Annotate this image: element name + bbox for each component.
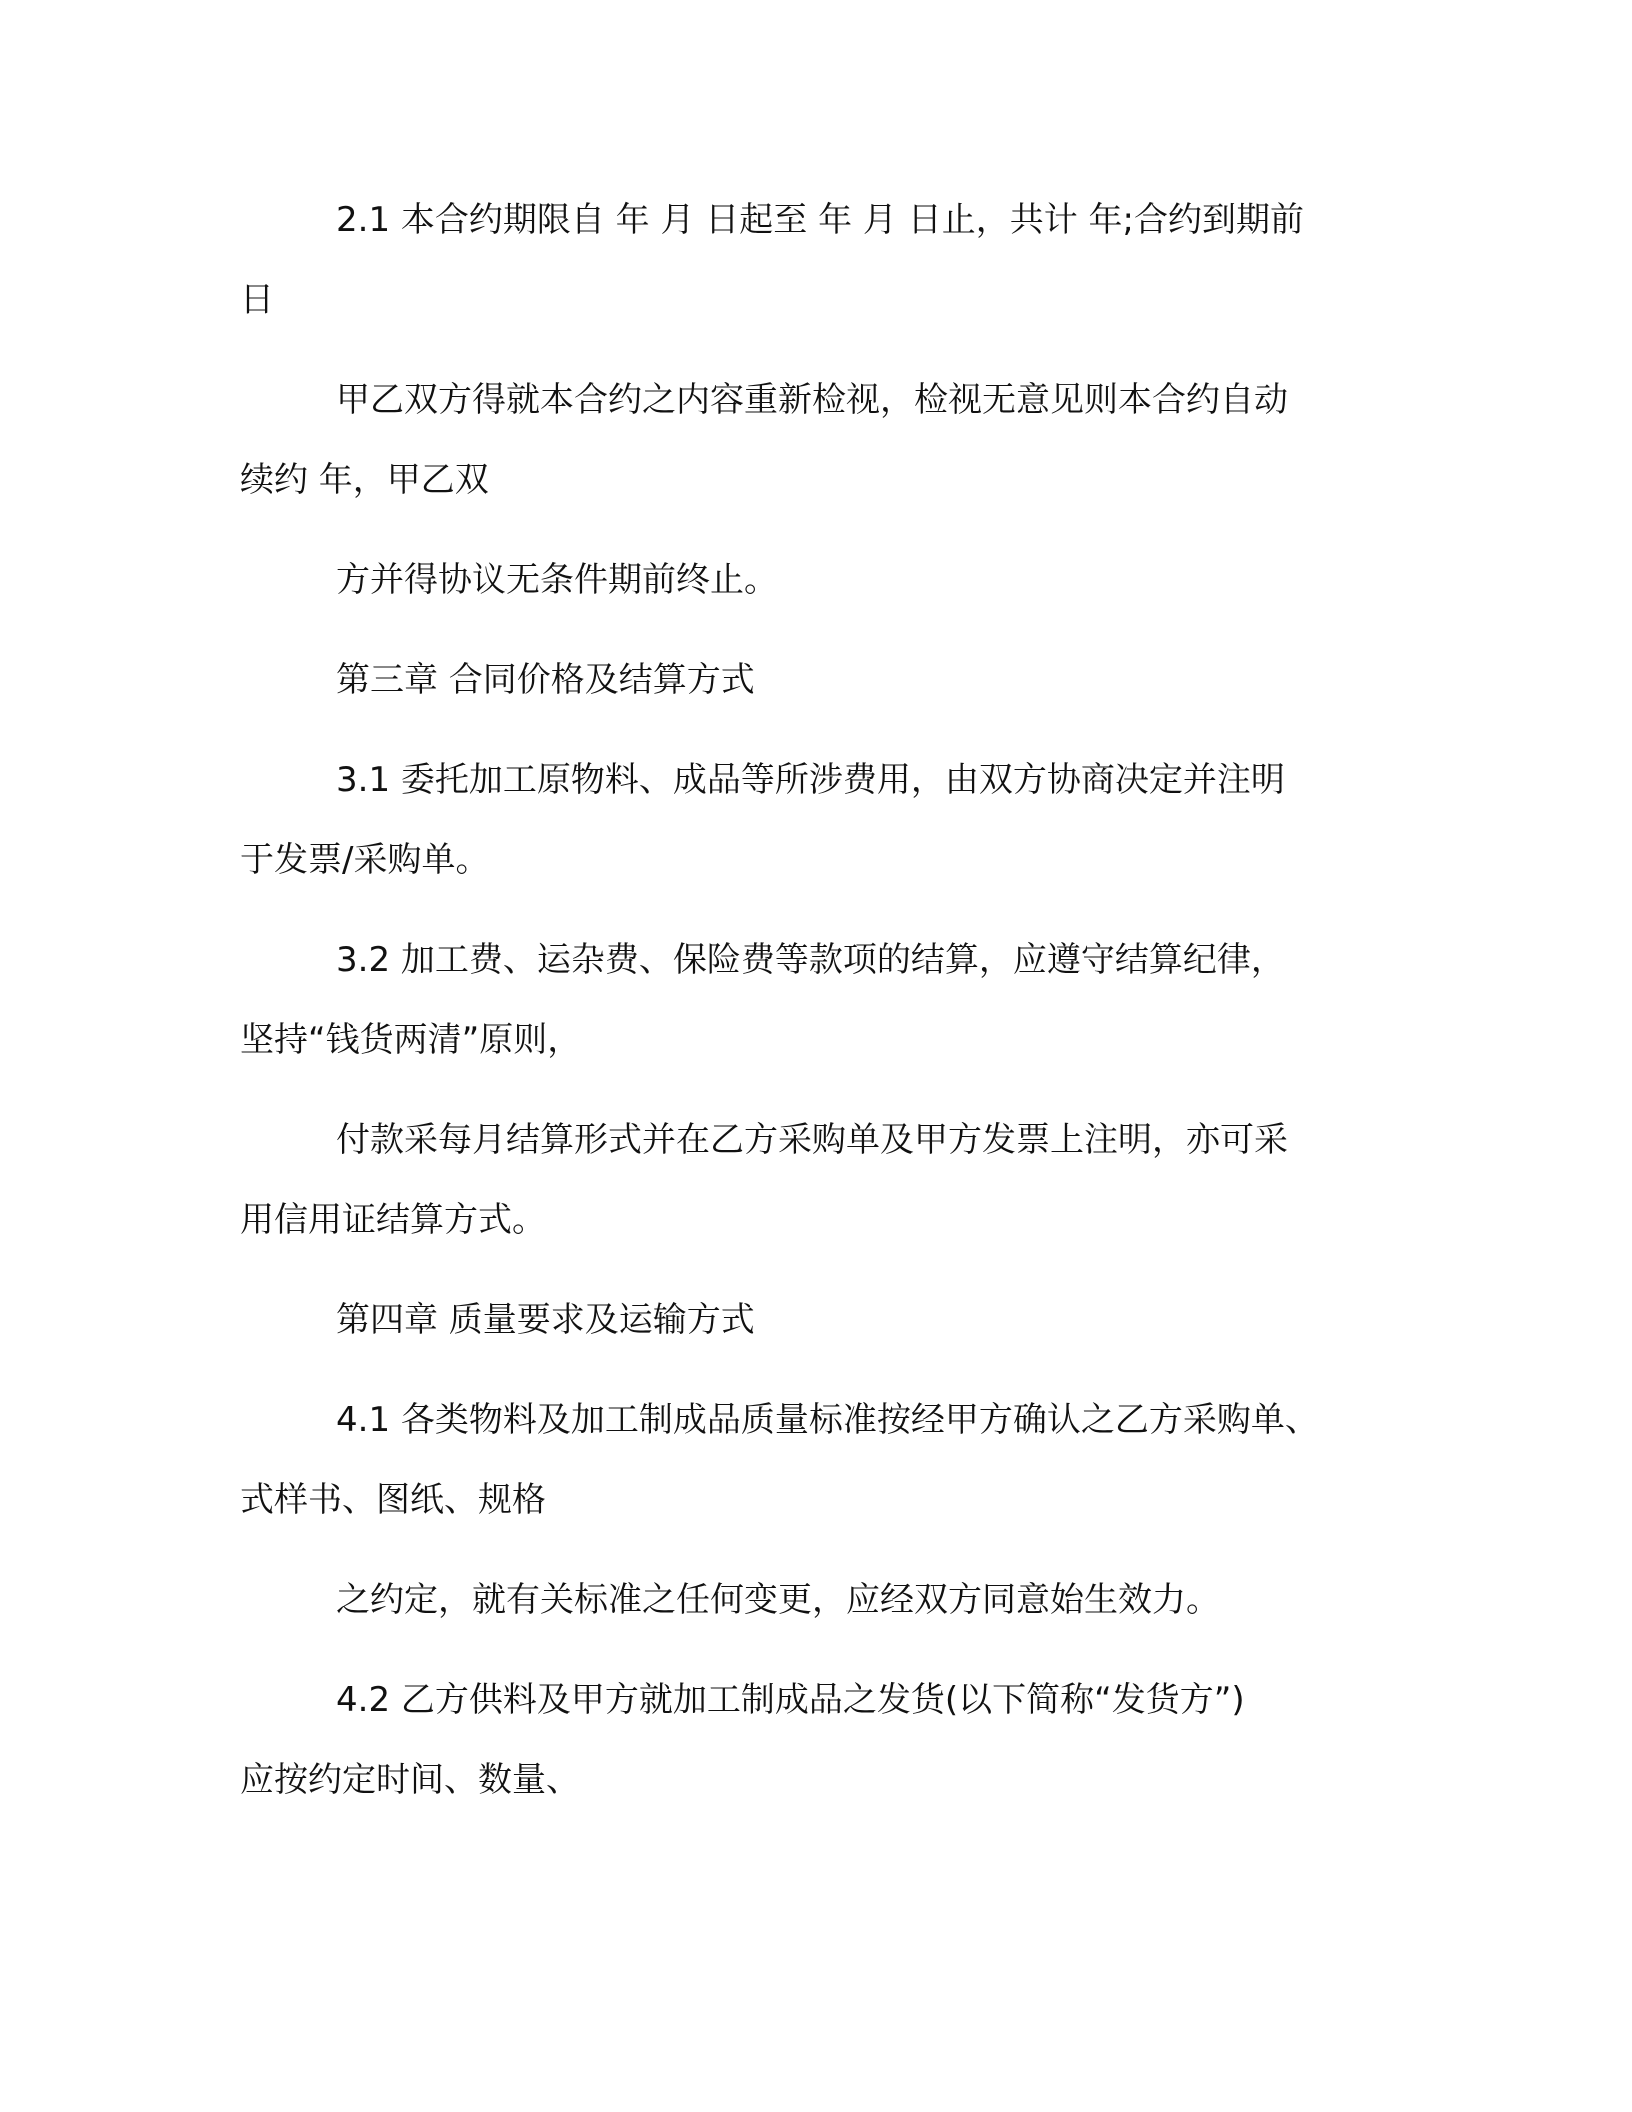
paragraph-line: 4.2 乙方供料及甲方就加工制成品之发货(以下简称“发货方”) xyxy=(336,1680,1245,1720)
paragraph-renewal xyxy=(240,360,1400,520)
paragraph-line: 4.1 各类物料及加工制成品质量标准按经甲方确认之乙方采购单、 xyxy=(336,1400,1319,1440)
paragraph-line: 方并得协议无条件期前终止。 xyxy=(336,560,778,600)
paragraph-2-1 xyxy=(240,180,1400,340)
paragraph-line: 3.2 加工费、运杂费、保险费等款项的结算，应遵守结算纪律， xyxy=(336,940,1285,980)
paragraph-4-1 xyxy=(240,1380,1400,1540)
chapter-heading: 第三章 合同价格及结算方式 xyxy=(336,660,755,700)
paragraph-line: 日 xyxy=(240,280,274,320)
paragraph-3-1 xyxy=(240,740,1400,900)
paragraph-payment xyxy=(240,1100,1400,1260)
paragraph-line: 付款采每月结算形式并在乙方采购单及甲方发票上注明，亦可采 xyxy=(336,1120,1288,1160)
paragraph-standards xyxy=(240,1560,1400,1640)
paragraph-line: 3.1 委托加工原物料、成品等所涉费用，由双方协商决定并注明 xyxy=(336,760,1285,800)
paragraph-line: 续约 年，甲乙双 xyxy=(240,460,489,500)
paragraph-termination xyxy=(240,540,1400,620)
paragraph-line: 于发票/采购单。 xyxy=(240,840,490,880)
chapter-heading: 第四章 质量要求及运输方式 xyxy=(336,1300,755,1340)
paragraph-line: 用信用证结算方式。 xyxy=(240,1200,546,1240)
paragraph-3-2 xyxy=(240,920,1400,1080)
paragraph-line: 甲乙双方得就本合约之内容重新检视，检视无意见则本合约自动 xyxy=(336,380,1288,420)
paragraph-line: 坚持“钱货两清”原则， xyxy=(240,1020,582,1060)
paragraph-4-2 xyxy=(240,1660,1400,1820)
chapter-4-heading xyxy=(240,1280,1400,1360)
paragraph-line: 应按约定时间、数量、 xyxy=(240,1760,580,1800)
paragraph-line: 2.1 本合约期限自 年 月 日起至 年 月 日止，共计 年;合约到期前 xyxy=(336,200,1304,240)
paragraph-line: 式样书、图纸、规格 xyxy=(240,1480,546,1520)
chapter-3-heading xyxy=(240,640,1400,720)
paragraph-line: 之约定，就有关标准之任何变更，应经双方同意始生效力。 xyxy=(336,1580,1220,1620)
